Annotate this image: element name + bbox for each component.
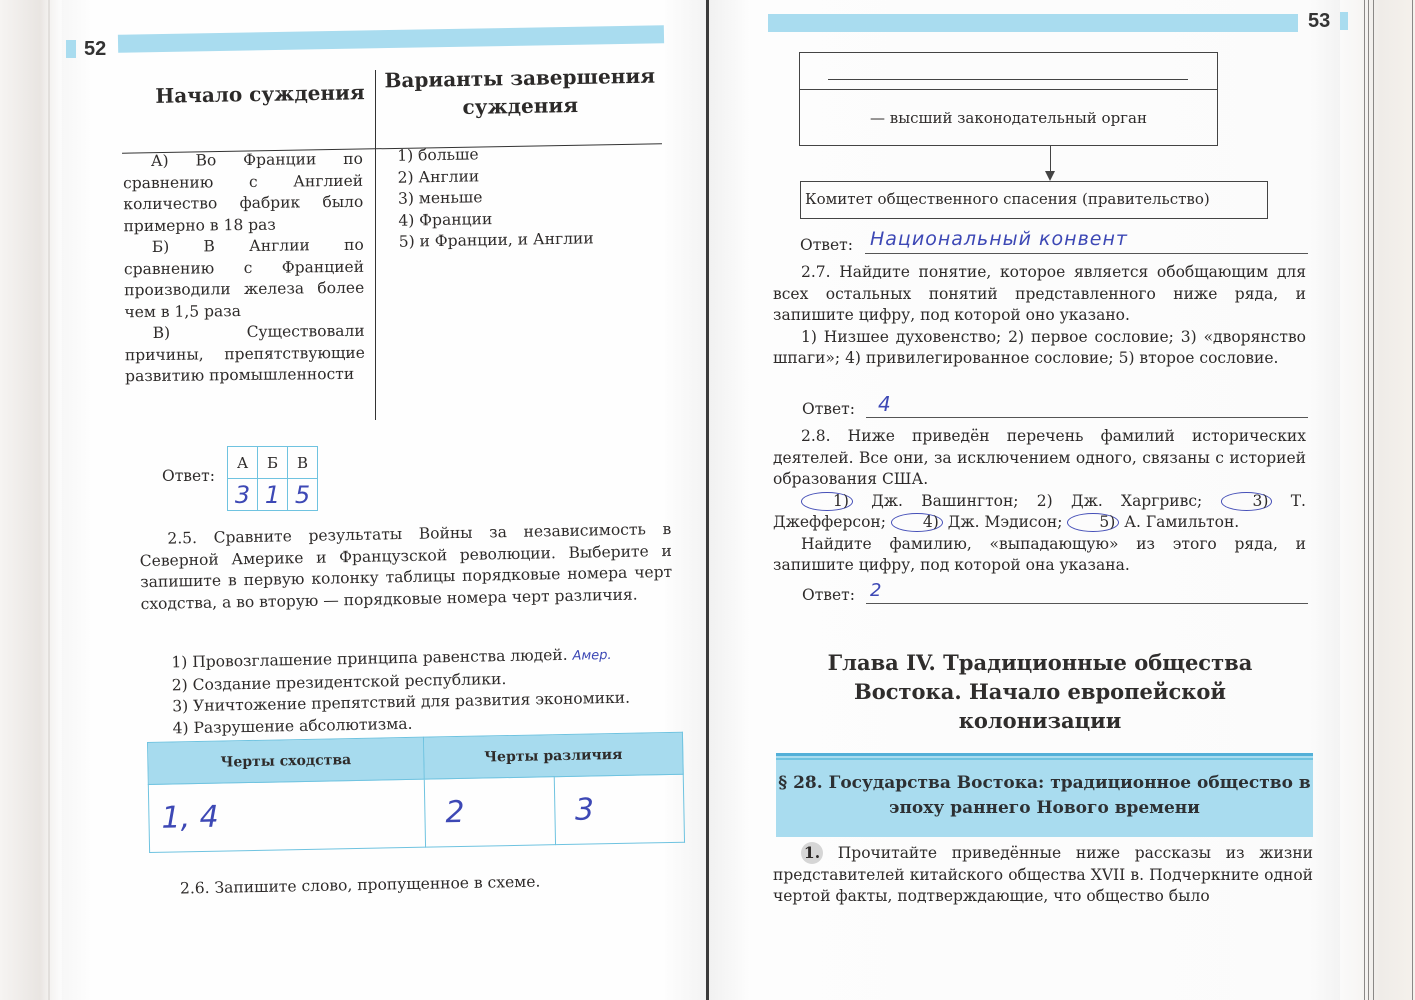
task-2-8-list: 1) Дж. Вашингтон; 2) Дж. Харгривс; 3) Т. Джефферсон; 4) Дж. Мэдисон; 5) А. Гамильтон. <box>773 491 1306 531</box>
answer-line <box>865 253 1308 254</box>
book-spine <box>706 0 709 1000</box>
table-header-start: Начало суждения <box>155 80 365 108</box>
option-item: 1) больше <box>397 145 479 165</box>
answer-cell[interactable]: 5 <box>288 479 318 511</box>
answer-grid <box>227 446 318 511</box>
answer-2-6-value[interactable]: Национальный конвент <box>870 228 1128 250</box>
answer-line <box>866 603 1308 604</box>
differences-cell[interactable]: 2 <box>424 777 555 847</box>
header-band-left-stub <box>66 40 76 58</box>
answer-label: Ответ: <box>800 236 853 254</box>
circled-number: 5) <box>1067 513 1119 532</box>
task-1 <box>773 842 1313 908</box>
book-edge-right <box>1340 0 1415 1000</box>
differences-header: Черты различия <box>423 732 683 779</box>
task-1-text: Прочитайте приведённые ниже рассказы из жизни представителей китайского общества XVII в. Подчеркните одной чертой факты, подтверждающие, что общество было <box>773 844 1313 905</box>
answer-grid-header: В <box>288 447 318 479</box>
page-number-left: 52 <box>84 38 107 60</box>
arrow-down-icon <box>1045 171 1055 181</box>
option-item: 3) меньше <box>397 188 483 208</box>
task-2-5-item: 1) Провозглашение принципа равенства людей. Амер. <box>171 645 612 672</box>
section-title: § 28. Государства Востока: традиционное общество в эпоху раннего Нового времени <box>778 773 1311 818</box>
option-item: 4) Франции <box>398 209 493 230</box>
task-2-5-item: 4) Разрушение абсолютизма. <box>172 714 413 737</box>
answer-label: Ответ: <box>162 467 215 485</box>
answer-grid-header: Б <box>258 447 288 479</box>
scheme-bottom-box <box>800 181 1268 219</box>
circled-number: 4) <box>891 513 943 532</box>
differences-cell[interactable]: 3 <box>554 774 685 844</box>
judgement-starts <box>123 149 365 388</box>
task-2-7 <box>773 262 1306 370</box>
circled-number: 1) <box>801 492 853 511</box>
task-2-7-items: 1) Низшее духовенство; 2) первое сословие; 3) «дворянство шпаги»; 4) привилегированное сословие; 5) второе сословие. <box>773 327 1306 367</box>
table-divider-vertical <box>375 70 376 420</box>
answer-cell[interactable]: 1 <box>258 479 288 511</box>
header-band-right <box>768 14 1298 32</box>
similarities-cell[interactable]: 1, 4 <box>148 779 425 852</box>
judgement-start-b: Б) В Англии по сравнению с Францией производили железа более чем в 1,5 раза <box>123 235 365 321</box>
option-item: 5) и Франции, и Англии <box>398 229 594 251</box>
task-2-8 <box>773 426 1306 577</box>
answer-2-8-value[interactable]: 2 <box>870 580 882 601</box>
judgement-options <box>397 142 594 253</box>
chapter-title: Глава IV. Традиционные общества Востока. Начало европейской колонизации <box>827 650 1253 733</box>
task-2-5-items <box>171 644 630 740</box>
judgement-start-a: А) Во Франции по сравнению с Англией количество фабрик было примерно в 18 раз <box>123 149 364 235</box>
task-2-5-item: 2) Создание президентской республики. <box>171 669 507 694</box>
page-number-right: 53 <box>1308 10 1331 32</box>
section-band <box>776 753 1313 837</box>
scheme-bottom-text: Комитет общественного спасения (правительство) <box>805 190 1210 208</box>
circled-number: 3) <box>1221 492 1273 511</box>
answer-2-7-value[interactable]: 4 <box>878 392 891 416</box>
answer-label: Ответ: <box>802 586 855 604</box>
answer-cell[interactable]: 3 <box>228 479 258 511</box>
answer-line <box>866 417 1308 418</box>
task-2-8-question: Найдите фамилию, «выпадающую» из этого ряда, и запишите цифру, под которой она указана. <box>773 534 1306 574</box>
answer-grid-header: А <box>228 447 258 479</box>
task-2-7-text: 2.7. Найдите понятие, которое является обобщающим для всех остальных понятий представленного ниже ряда, и запишите цифру, под которой оно указано. <box>773 263 1306 324</box>
task-number-badge: 1. <box>801 842 823 864</box>
option-item: 2) Англии <box>397 166 480 187</box>
scheme-arrow-line <box>1050 146 1051 172</box>
scheme-blank-line <box>828 79 1188 80</box>
task-2-8-text: 2.8. Ниже приведён перечень фамилий исторических деятелей. Все они, за исключением одного, связаны с историей образования США. <box>773 427 1306 488</box>
task-2-5-item: 3) Уничтожение препятствий для развития экономики. <box>172 688 631 716</box>
task-2-6: 2.6. Запишите слово, пропущенное в схеме. <box>179 872 541 898</box>
margin-note: Амер. <box>572 647 612 664</box>
table-header-options: Варианты завершения суждения <box>384 63 656 120</box>
scheme-top-text: — высший законодательный орган <box>869 109 1147 127</box>
scheme-top-box <box>799 52 1218 146</box>
comparison-table <box>147 732 685 853</box>
answer-label: Ответ: <box>802 400 855 418</box>
similarities-header: Черты сходства <box>148 737 425 784</box>
header-band-right-stub <box>1340 12 1348 30</box>
judgement-start-v: В) Существовали причины, препятствующие развитию промышленности <box>124 321 365 386</box>
task-2-5 <box>139 519 673 615</box>
task-2-5-text: 2.5. Сравните результаты Войны за независимость в Северной Америке и Французской революции. Выберите и запишите в первую колонку таблицы порядковые номера черт сходства, а во вторую — порядковые номера черт различия. <box>139 519 673 613</box>
